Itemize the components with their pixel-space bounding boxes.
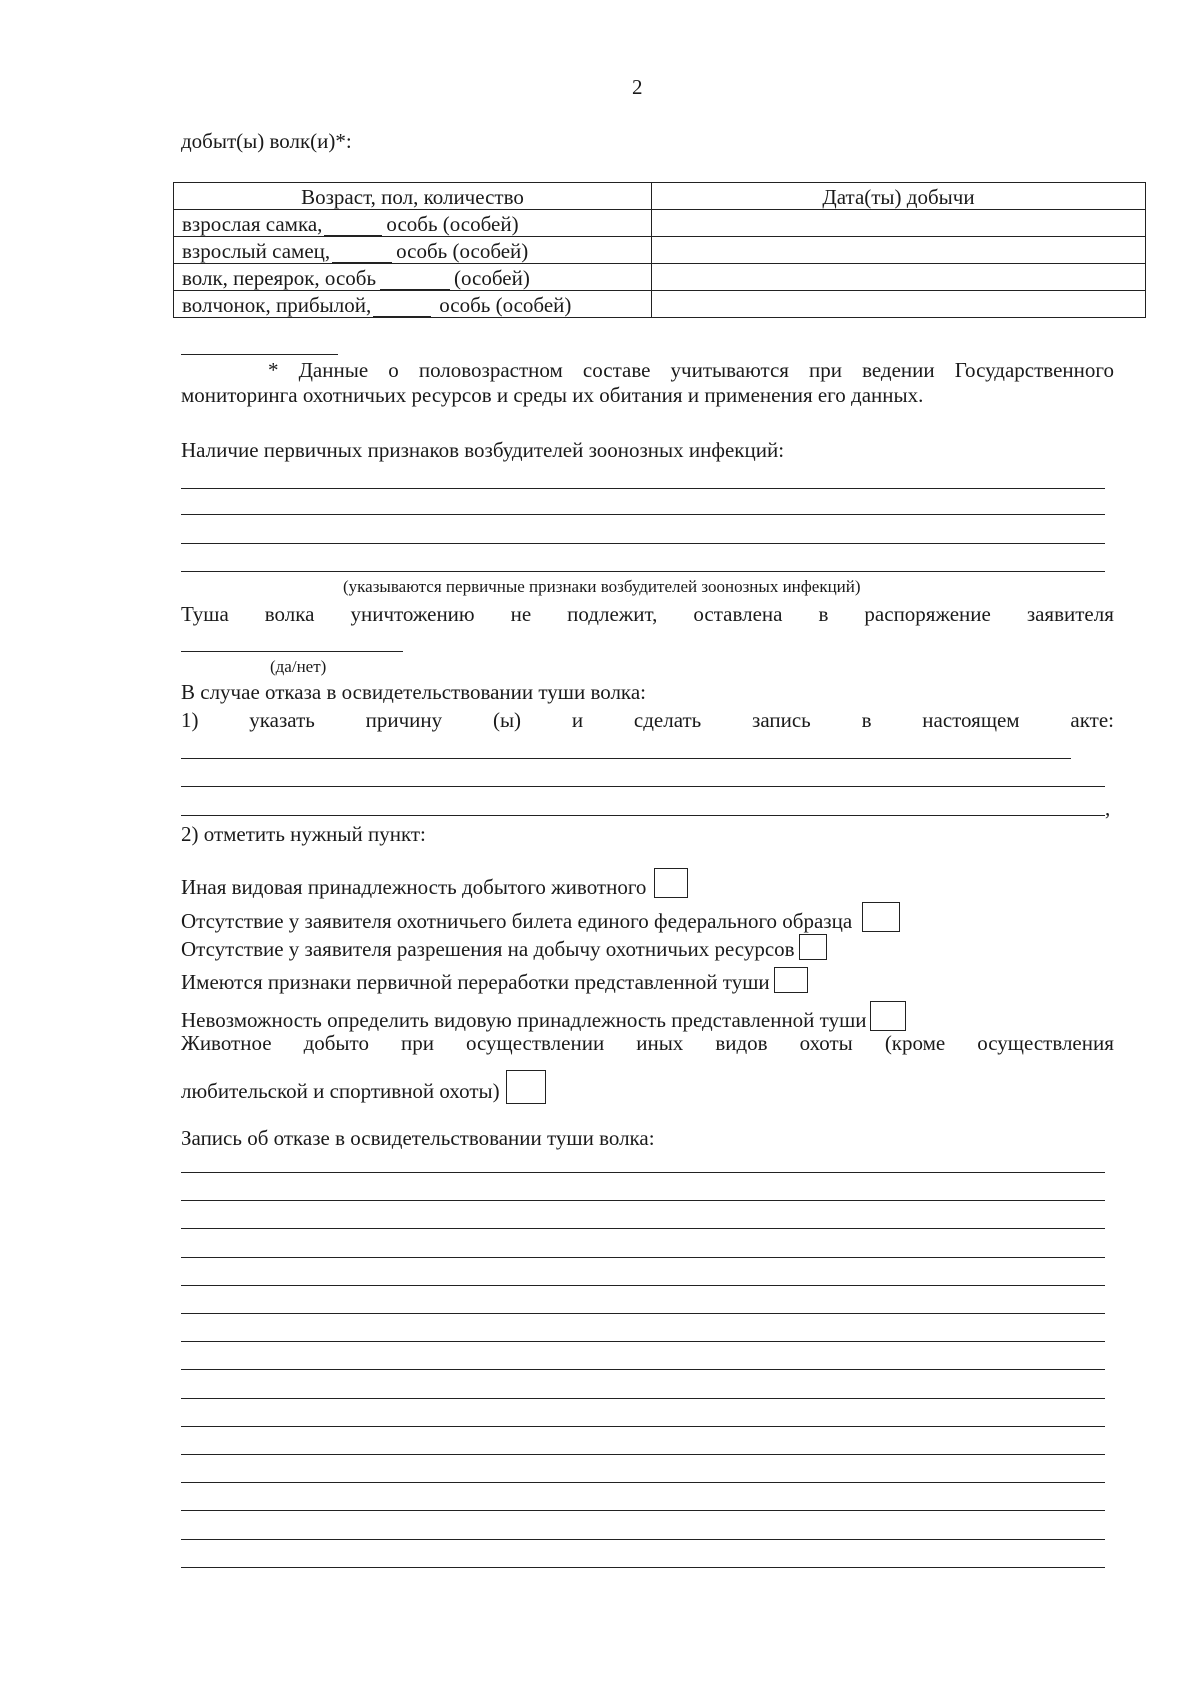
record-line[interactable] [181, 1454, 1105, 1455]
footnote-word: ведении [862, 358, 935, 382]
record-line[interactable] [181, 1398, 1105, 1399]
reason-word: добыто [303, 1031, 369, 1055]
reason-label: Имеются признаки первичной переработки представленной туши [181, 970, 770, 994]
infections-line[interactable] [181, 514, 1105, 515]
count-blank[interactable] [373, 298, 431, 317]
reason-item [181, 967, 808, 995]
refusal-word: настоящем [922, 708, 1020, 732]
infections-line[interactable] [181, 488, 1105, 489]
table-cell-date[interactable] [652, 291, 1146, 318]
refusal-heading: В случае отказа в освидетельствовании туши волка: [181, 680, 646, 704]
record-line[interactable] [181, 1257, 1105, 1258]
refusal-word: сделать [633, 708, 702, 732]
row-label: волчонок, прибылой, [182, 293, 372, 317]
refusal-word: в [861, 708, 872, 732]
record-line[interactable] [181, 1369, 1105, 1370]
count-blank[interactable] [380, 271, 450, 290]
carcass-answer-line[interactable] [181, 651, 403, 652]
table-row [174, 237, 1146, 264]
row-label: волк, переярок, особь [182, 266, 377, 290]
carcass-word: уничтожению [350, 602, 475, 626]
table-cell-category [174, 210, 652, 237]
footnote-word: * [268, 358, 279, 382]
infections-line[interactable] [181, 571, 1105, 572]
infections-line[interactable] [181, 543, 1105, 544]
footnote-line-1 [268, 357, 1114, 383]
reason-word: иных [636, 1031, 684, 1055]
row-label: взрослый самец, [182, 239, 331, 263]
footnote-line-2: мониторинга охотничьих ресурсов и среды их обитания и применения его данных. [181, 383, 924, 407]
carcass-word: в [818, 602, 829, 626]
reason-checkbox[interactable] [506, 1070, 546, 1104]
refusal-word: 1) [181, 708, 199, 732]
table-cell-category [174, 237, 652, 264]
carcass-word: распоряжение [864, 602, 991, 626]
refusal-word: указать [249, 708, 315, 732]
record-line[interactable] [181, 1313, 1105, 1314]
reason-label: Отсутствие у заявителя охотничьего билета единого федерального образца [181, 909, 853, 933]
row-suffix: особь (особей) [386, 212, 519, 236]
trailing-comma: , [1105, 796, 1111, 820]
record-heading: Запись об отказе в освидетельствовании туши волка: [181, 1126, 655, 1150]
record-line[interactable] [181, 1228, 1105, 1229]
reason-word: охоты [799, 1031, 853, 1055]
refusal-reason-line[interactable] [181, 758, 1071, 759]
record-line[interactable] [181, 1567, 1105, 1568]
row-suffix: особь (особей) [396, 239, 529, 263]
refusal-word: причину [365, 708, 443, 732]
reason-checkbox[interactable] [774, 967, 808, 993]
table-row [174, 291, 1146, 318]
carcass-statement [181, 601, 1114, 627]
table-cell-date[interactable] [652, 237, 1146, 264]
reason-word: осуществления [977, 1031, 1114, 1055]
carcass-caption: (да/нет) [270, 657, 327, 676]
carcass-word: не [510, 602, 532, 626]
reason-label: Отсутствие у заявителя разрешения на добычу охотничьих ресурсов [181, 937, 795, 961]
reason-checkbox[interactable] [862, 902, 900, 932]
footnote-word: составе [582, 358, 651, 382]
footnote-separator [181, 354, 338, 355]
record-line[interactable] [181, 1341, 1105, 1342]
record-line[interactable] [181, 1285, 1105, 1286]
refusal-word: акте: [1070, 708, 1114, 732]
reason-checkbox[interactable] [799, 934, 827, 960]
record-line[interactable] [181, 1482, 1105, 1483]
refusal-word: (ы) [492, 708, 522, 732]
footnote-word: о [388, 358, 399, 382]
page-number: 2 [632, 75, 643, 99]
table-row [174, 210, 1146, 237]
record-line[interactable] [181, 1200, 1105, 1201]
reason-label: Невозможность определить видовую принадлежность представленной туши [181, 1008, 867, 1032]
carcass-word: Туша [181, 602, 229, 626]
refusal-reason-line[interactable] [181, 815, 1105, 816]
table-cell-date[interactable] [652, 210, 1146, 237]
table-header-row [174, 183, 1146, 210]
reason-word: видов [715, 1031, 768, 1055]
reason-item [181, 868, 688, 900]
footnote-word: при [809, 358, 842, 382]
reason-label: Иная видовая принадлежность добытого животного [181, 875, 647, 899]
record-line[interactable] [181, 1426, 1105, 1427]
reason-checkbox[interactable] [654, 868, 688, 898]
reason-item [181, 934, 827, 962]
table-cell-category [174, 291, 652, 318]
table-header-age: Возраст, пол, количество [174, 183, 652, 210]
footnote-word: Данные [298, 358, 369, 382]
refusal-item-2: 2) отметить нужный пункт: [181, 822, 426, 846]
row-suffix: (особей) [454, 266, 530, 290]
reason-checkbox[interactable] [870, 1001, 906, 1031]
table-header-date: Дата(ты) добычи [652, 183, 1146, 210]
row-suffix: особь (особей) [439, 293, 572, 317]
count-blank[interactable] [324, 217, 382, 236]
carcass-word: заявителя [1026, 602, 1114, 626]
record-line[interactable] [181, 1510, 1105, 1511]
refusal-reason-line[interactable] [181, 786, 1105, 787]
table-row [174, 264, 1146, 291]
reason-item [181, 1001, 906, 1033]
reason-word: (кроме [884, 1031, 946, 1055]
reason-word: при [400, 1031, 434, 1055]
reason-item [181, 902, 900, 934]
refusal-word: запись [752, 708, 811, 732]
reason-word: осуществлении [465, 1031, 605, 1055]
carcass-word: волка [264, 602, 315, 626]
footnote-word: Государственного [954, 358, 1114, 382]
infections-caption: (указываются первичные признаки возбудителей зоонозных инфекций) [343, 577, 861, 596]
reason-label: любительской и спортивной охоты) [181, 1079, 500, 1103]
record-line[interactable] [181, 1539, 1105, 1540]
intro-text: добыт(ы) волк(и)*: [181, 129, 352, 153]
carcass-word: подлежит, [567, 602, 658, 626]
reason-last-line-1 [181, 1030, 1114, 1056]
table-cell-date[interactable] [652, 264, 1146, 291]
wolves-table [173, 182, 1146, 318]
footnote-word: половозрастном [418, 358, 563, 382]
refusal-word: и [571, 708, 584, 732]
record-line[interactable] [181, 1172, 1105, 1173]
refusal-item-1 [181, 707, 1114, 733]
reason-item [181, 1070, 546, 1104]
row-label: взрослая самка, [182, 212, 323, 236]
carcass-word: оставлена [693, 602, 783, 626]
infections-heading: Наличие первичных признаков возбудителей зоонозных инфекций: [181, 438, 785, 462]
reason-word: Животное [181, 1031, 272, 1055]
footnote-word: учитываются [670, 358, 789, 382]
count-blank[interactable] [332, 244, 392, 263]
table-cell-category [174, 264, 652, 291]
